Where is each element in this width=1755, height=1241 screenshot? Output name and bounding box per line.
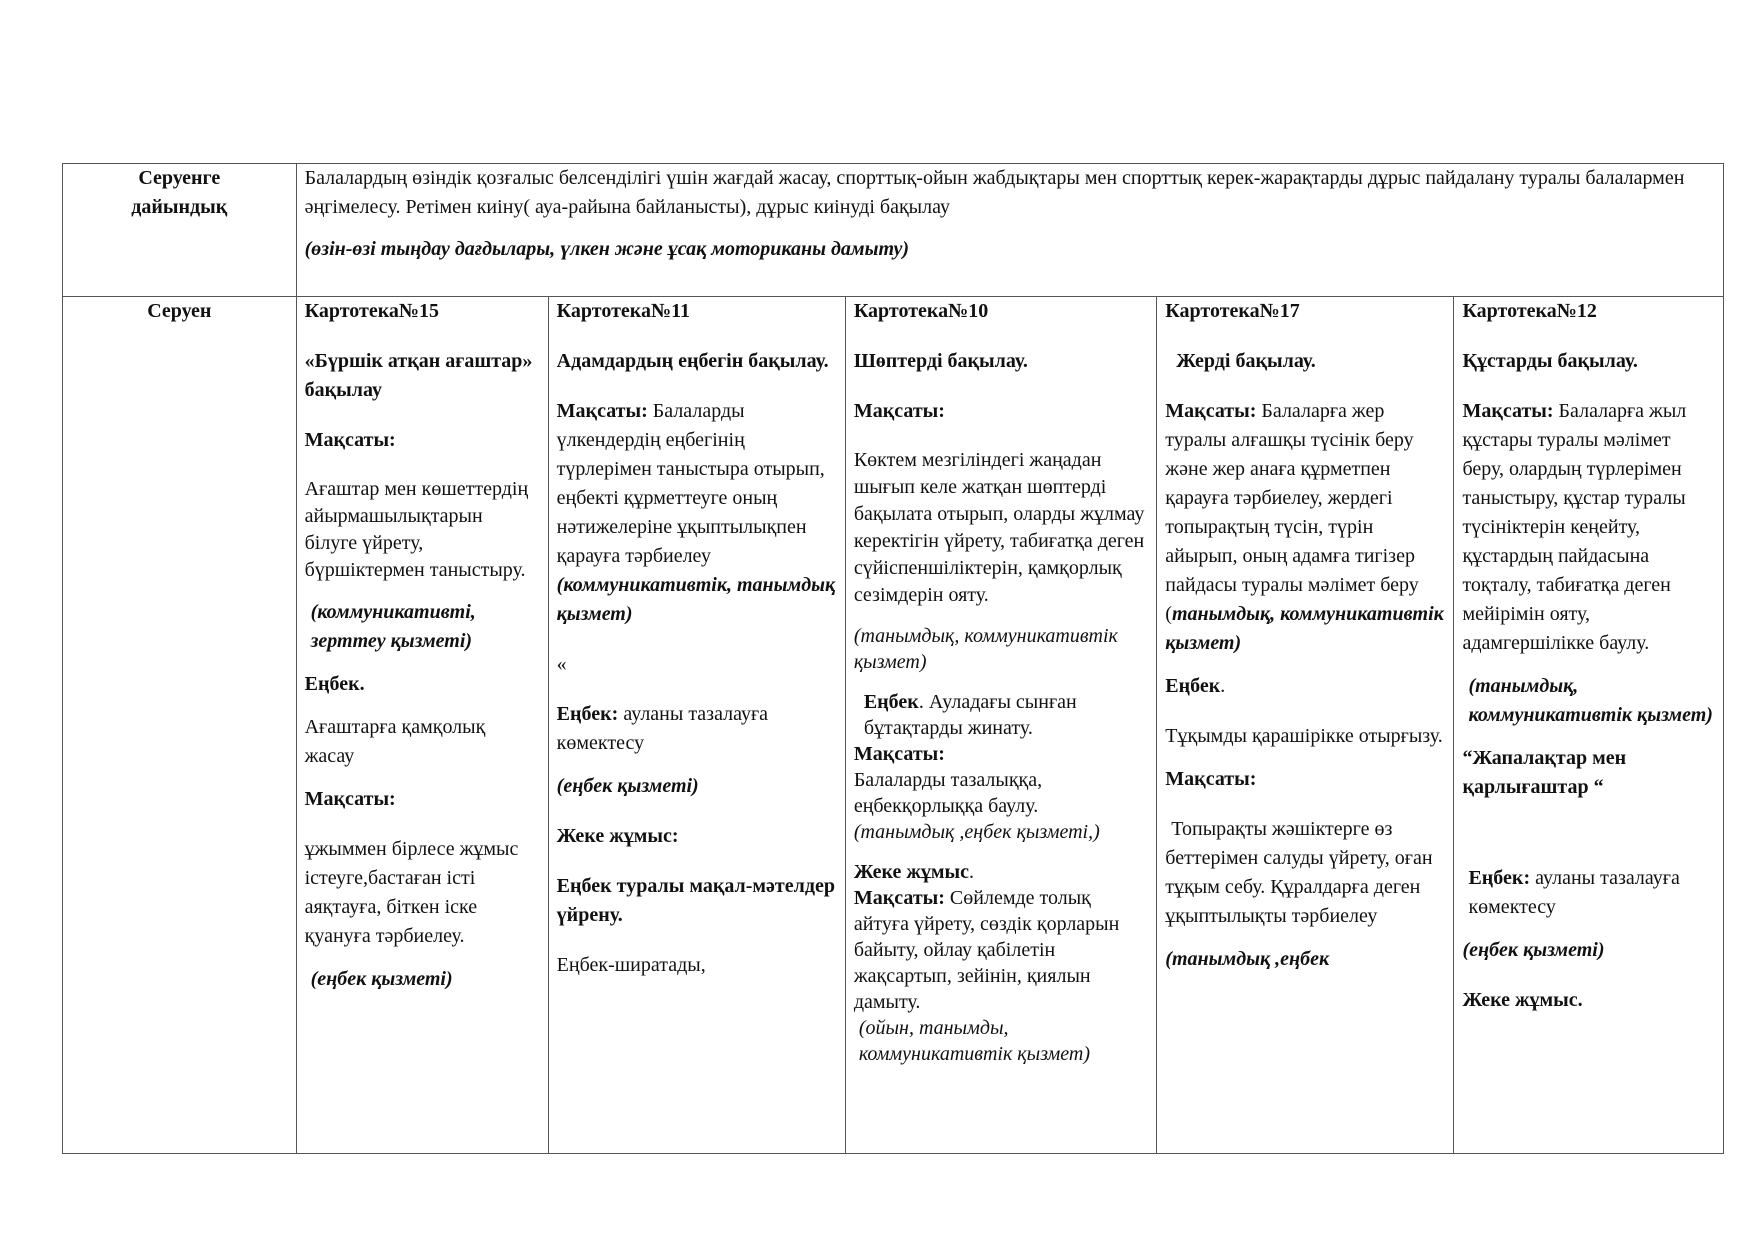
proverb-text: Еңбек-ширатады,: [556, 954, 706, 976]
goal-block: [1165, 397, 1445, 658]
labor-block: [1462, 864, 1715, 922]
prep-heading: Серуенге дайындық: [63, 164, 297, 297]
prep-content: [296, 164, 1723, 297]
card-title: Адамдардың еңбегін бақылау.: [556, 350, 829, 372]
walk-card-15: [296, 297, 548, 1154]
goal-label: Мақсаты:: [1462, 400, 1554, 422]
goal-label: Мақсаты:: [1165, 400, 1257, 422]
goal3-text: Сөйлемде толық айтуға үйрету, сөздік қорларын байыту, ойлау қабілетін жақсартып, зейінін, қиялын дамыту.: [853, 887, 1120, 1013]
labor-label: Еңбек:: [556, 703, 619, 725]
individual-label: Жеке жұмыс: [853, 861, 969, 883]
activity-type: (коммуникативтік, танымдық қызмет): [556, 574, 836, 625]
goal2-text: ұжыммен бірлесе жұмыс істеуге,бастаған істі аяқтауға, біткен іске қуануға тәрбиелеу.: [304, 838, 519, 947]
activity-type: танымдық, коммуникативтік қызмет): [1165, 603, 1444, 654]
activity2-type: (еңбек қызметі): [556, 775, 699, 797]
card-number: Картотека№15: [304, 300, 440, 322]
goal2-label: Мақсаты:: [304, 788, 396, 810]
individual-dot: .: [968, 861, 974, 883]
labor-label: Еңбек: [863, 691, 919, 713]
goal-text: Балаларға жер туралы алғашқы түсінік беру және жер анаға құрметпен қарауға тәрбиелеу, жердегі топырақтың түсін, түрін айырып, оның адамға тигізер пайдасы туралы мәлімет беру (: [1165, 400, 1419, 625]
walk-card-12: [1454, 297, 1724, 1154]
goal-text: Ағаштар мен көшеттердің айырмашылықтарын білуге үйрету, бүршіктермен таныстыру.: [304, 478, 529, 581]
prep-text: Балалардың өзіндік қозғалыс белсенділігі үшін жағдай жасау, спорттық-ойын жабдықтары мен спорттық керек-жарақтарды дұрыс пайдалану туралы балалармен әңгімелесу. Ретімен киіну( ауа-райына байланысты), дұрыс киінуді бақылау: [304, 167, 1685, 218]
game-title: “Жапалақтар мен қарлығаштар “: [1462, 747, 1627, 798]
labor-label: Еңбек:: [1468, 867, 1531, 889]
card-number: Картотека№11: [556, 300, 690, 322]
goal3-label: Мақсаты:: [853, 887, 945, 909]
labor-text: Тұқымды қарашірікке отырғызу.: [1165, 725, 1443, 747]
goal-block: [557, 397, 837, 571]
goal2-label: Мақсаты:: [1165, 768, 1257, 790]
prep-row: [63, 164, 1724, 297]
labor-block: [557, 700, 837, 758]
card-number: Картотека№10: [853, 300, 989, 322]
activity3-type: (ойын, танымды, коммуникативтік қызмет): [858, 1017, 1090, 1065]
goal3-block: [854, 885, 1148, 1015]
labor-text: ауланы тазалауға көмектесу: [556, 703, 769, 754]
individual-block: [854, 859, 1148, 885]
goal2-label: Мақсаты:: [853, 743, 945, 765]
goal-label: Мақсаты:: [556, 400, 648, 422]
goal2-text: Балаларды тазалыққа, еңбекқорлыққа баулу.: [853, 769, 1043, 817]
activity2-type: (еңбек қызметі): [1462, 939, 1605, 961]
labor-text: ауланы тазалауға көмектесу: [1468, 867, 1680, 918]
goal-label: Мақсаты:: [853, 400, 945, 422]
card-number: Картотека№17: [1165, 300, 1300, 322]
goal-label: Мақсаты:: [304, 429, 396, 451]
walk-card-11: [548, 297, 845, 1154]
walk-card-17: [1157, 297, 1454, 1154]
individual-label: Жеке жұмыс:: [556, 825, 679, 847]
goal-text: Көктем мезгіліндегі жаңадан шығып келе жатқан шөптерді бақылата отырып, оларды жұлмау керектігін үйрету, табиғатқа деген сүйіспеншіліктерін, қамқорлық сезімдерін ояту.: [853, 449, 1145, 606]
activity-type: (танымдық, коммуникативтік қызмет): [853, 625, 1118, 673]
walk-row: [63, 297, 1724, 1154]
card-title: Жерді бақылау.: [1176, 350, 1316, 372]
labor-label: Еңбек.: [304, 673, 365, 695]
goal2-text: Топырақты жәшіктерге өз беттерімен салуды үйрету, оған тұқым себу. Құралдарға деген ұқыптылықты тәрбиелеу: [1165, 818, 1433, 927]
labor-text: Ағаштарға қамқолық жасау: [304, 716, 486, 767]
card-title: «Бүршік атқан ағаштар» бақылау: [304, 350, 533, 401]
labor-block: [854, 689, 1148, 741]
goal-text: Балаларды үлкендердің еңбегінің түрлерімен таныстыра отырып, еңбекті құрметтеуге оның нәтижелеріне ұқыптылықпен қарауға тәрбиелеу: [556, 400, 825, 567]
prep-skills: (өзін-өзі тыңдау дағдылары, үлкен және ұсақ моториканы дамыту): [304, 238, 910, 260]
quote-mark: «: [556, 653, 567, 675]
labor-text: . Ауладағы сынған бұтақтарды жинату.: [863, 691, 1077, 739]
plan-table: [62, 163, 1724, 1154]
activity2-type: (танымдық ,еңбек қызметі,): [853, 821, 1100, 843]
activity2-type: (еңбек қызметі): [310, 968, 453, 990]
individual-label: Жеке жұмыс.: [1462, 989, 1583, 1011]
card-number: Картотека№12: [1462, 300, 1597, 322]
labor-label: Еңбек: [1165, 675, 1221, 697]
goal-block: [1462, 397, 1715, 658]
activity-type: (танымдық, коммуникативтік қызмет): [1468, 675, 1713, 726]
walk-card-10: [845, 297, 1156, 1154]
walk-heading: Серуен: [63, 297, 297, 1154]
card-title: Құстарды бақылау.: [1462, 350, 1638, 372]
labor-dot: .: [1220, 675, 1226, 697]
labor-block: [1165, 672, 1445, 701]
goal-text: Балаларға жыл құстары туралы мәлімет беру, олардың түрлерімен таныстыру, құстар туралы түсініктерін кеңейту, құстардың пайдасына тоқталу, табиғатқа деген мейірімін ояту, адамгершілікке баулу.: [1462, 400, 1687, 654]
activity2-type: (танымдық ,еңбек: [1165, 948, 1330, 970]
card-title: Шөптерді бақылау.: [853, 350, 1028, 372]
individual-text: Еңбек туралы мақал-мәтелдер үйрену.: [556, 875, 835, 926]
activity-type: (коммуникативті, зерттеу қызметі): [310, 601, 476, 652]
